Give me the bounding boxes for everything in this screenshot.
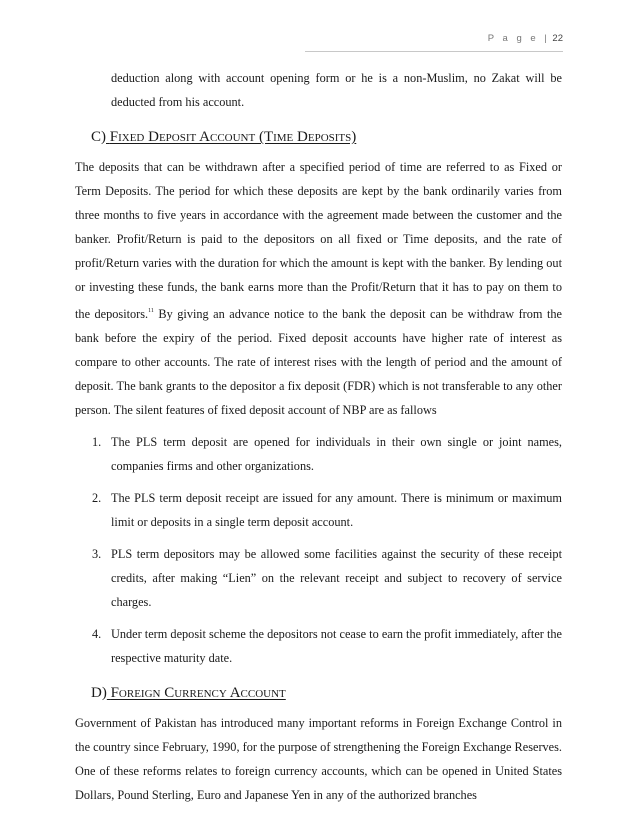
list-item [75,430,562,478]
list-item-text: The PLS term deposit receipt are issued for any amount. There is minimum or maximum limit or deposits in a single term deposit account. [111,491,562,529]
list-item-number: 3. [92,547,102,561]
footnote-reference: 11 [148,308,154,314]
list-item-text: PLS term depositors may be allowed some facilities against the security of these receipt credits, after making “Lien” on the relevant receipt and subject to recovery of service charges. [111,547,562,609]
section-d-heading [91,681,562,705]
list-item-number: 4. [92,627,102,641]
page-body [75,66,562,807]
section-c-letter: C) [91,129,106,145]
list-item-number: 1. [92,435,102,449]
section-d-paragraph: Government of Pakistan has introduced many important reforms in Foreign Exchange Control in the country since February, 1990, for the purpose of strengthening the Foreign Exchange Reserves. One of these reforms relates to foreign currency accounts, which can be opened in United States Dollars, Pound Sterling, Euro and Japanese Yen in any of the authorized branches [75,716,562,802]
page-separator: | [544,33,547,44]
list-item [75,542,562,614]
section-d-letter: D) [91,685,107,701]
list-item-text: Under term deposit scheme the depositors not cease to earn the profit immediately, after the respective maturity date. [111,627,562,665]
page-label: P a g e [487,33,539,44]
section-c-heading [91,125,562,149]
continuation-paragraph: deduction along with account opening form or he is a non-Muslim, no Zakat will be deducted from his account. [111,71,562,109]
list-item-number: 2. [92,491,102,505]
section-c-paragraph-part2: By giving an advance notice to the bank the deposit can be withdraw from the bank before the expiry of the period. Fixed deposit accounts have higher rate of interest as compare to other accounts. The rate of interest rises with the length of period and the amount of deposit. The bank grants to the depositor a fix deposit (FDR) which is not transferable to any other person. The silent features of fixed deposit account of NBP are as fallows [75,307,562,417]
section-d-title: Foreign Currency Account [110,685,286,701]
list-item-text: The PLS term deposit are opened for individuals in their own single or joint names, companies firms and other organizations. [111,435,562,473]
section-c-paragraph [75,155,562,422]
list-item [75,622,562,670]
list-item [75,486,562,534]
page-number: 22 [552,33,563,44]
section-c-title: Fixed Deposit Account (Time Deposits) [109,129,357,145]
section-c-paragraph-part1: The deposits that can be withdrawn after a specified period of time are referred to as Fixed or Term Deposits. The period for which these deposits are kept by the bank ordinarily varies from three months to five years in accordance with the agreement made between the customer and the banker. Profit/Return is paid to the depositors on all fixed or Time deposits, and the rate of profit/Return varies with the duration for which the amount is kept with the banker. By lending out or investing these funds, the bank earns more than the Profit/Return that it has to pay on them to the depositors. [75,160,562,321]
header-rule [305,51,563,52]
features-list [75,430,562,670]
